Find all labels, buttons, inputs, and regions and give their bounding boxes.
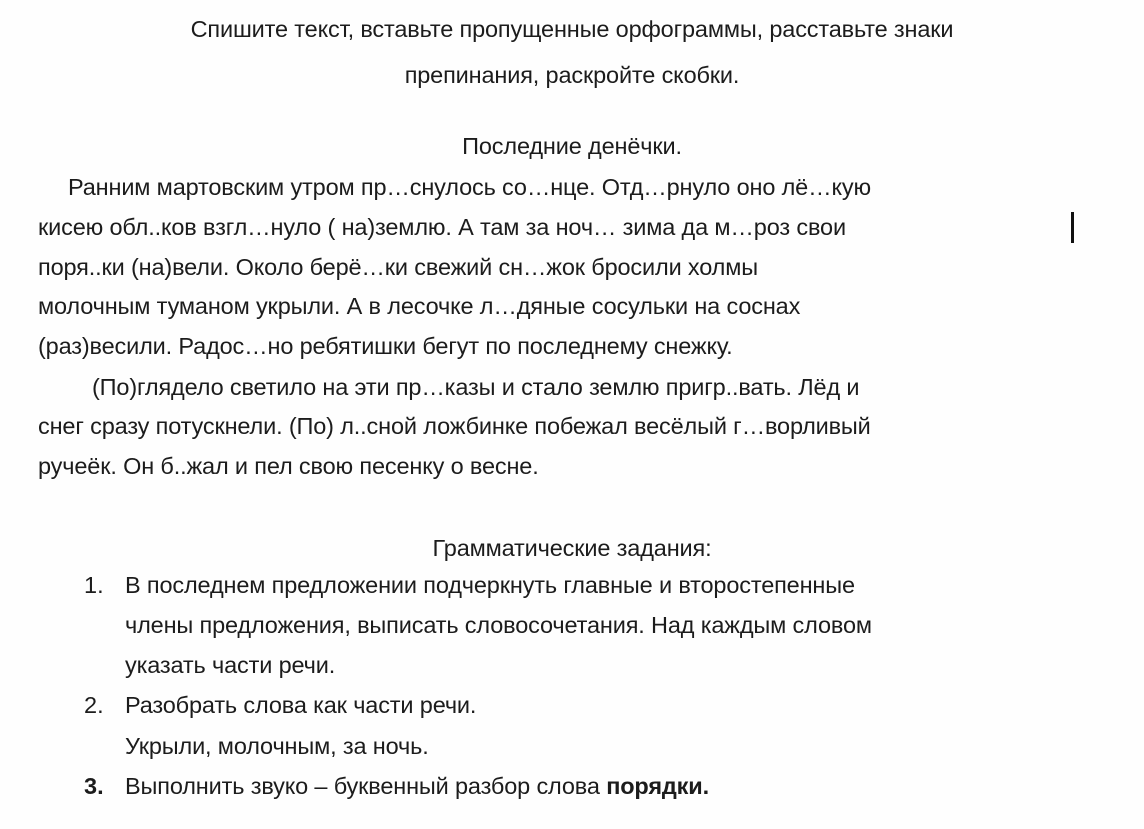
instruction-line-1: Спишите текст, вставьте пропущенные орфограммы, расставьте знаки: [190, 16, 954, 42]
story-line-6: (По)глядело светило на эти пр…казы и стало землю пригр..вать. Лёд и: [92, 374, 860, 400]
story-line-3: поря..ки (на)вели. Около берё…ки свежий сн…жок бросили холмы: [38, 254, 758, 280]
story-line-8: ручеёк. Он б..жал и пел свою песенку о весне.: [38, 453, 539, 479]
task-3-line: [125, 771, 709, 801]
text-cursor: [1071, 212, 1074, 243]
task-1-line-1: В последнем предложении подчеркнуть главные и второстепенные: [125, 572, 855, 598]
story-line-2: кисею обл..ков взгл…нуло ( на)землю. А там за ноч… зима да м…роз свои: [38, 214, 846, 240]
tasks-heading: Грамматические задания:: [432, 535, 712, 561]
story-line-1: Ранним мартовским утром пр…снулось со…нце. Отд…рнуло оно лё…кую: [68, 174, 871, 200]
task-2-number: 2.: [84, 692, 104, 718]
task-3-text: Выполнить звуко – буквенный разбор слова: [125, 773, 607, 799]
task-2-line-1: Разобрать слова как части речи.: [125, 692, 477, 718]
story-line-4: молочным туманом укрыли. А в лесочке л…дяные сосульки на соснах: [38, 293, 801, 319]
story-line-7: снег сразу потускнели. (По) л..сной ложбинке побежал весёлый г…ворливый: [38, 413, 871, 439]
story-title: Последние денёчки.: [462, 133, 682, 159]
task-3-emphasis-word: порядки.: [606, 773, 709, 799]
task-2-line-2: Укрыли, молочным, за ночь.: [125, 733, 429, 759]
story-line-5: (раз)весили. Радос…но ребятишки бегут по последнему снежку.: [38, 333, 733, 359]
task-1-line-2: члены предложения, выписать словосочетания. Над каждым словом: [125, 612, 872, 638]
task-1-line-3: указать части речи.: [125, 652, 336, 678]
task-3-number: 3.: [84, 773, 104, 799]
instruction-line-2: препинания, раскройте скобки.: [404, 62, 740, 88]
task-1-number: 1.: [84, 572, 104, 598]
